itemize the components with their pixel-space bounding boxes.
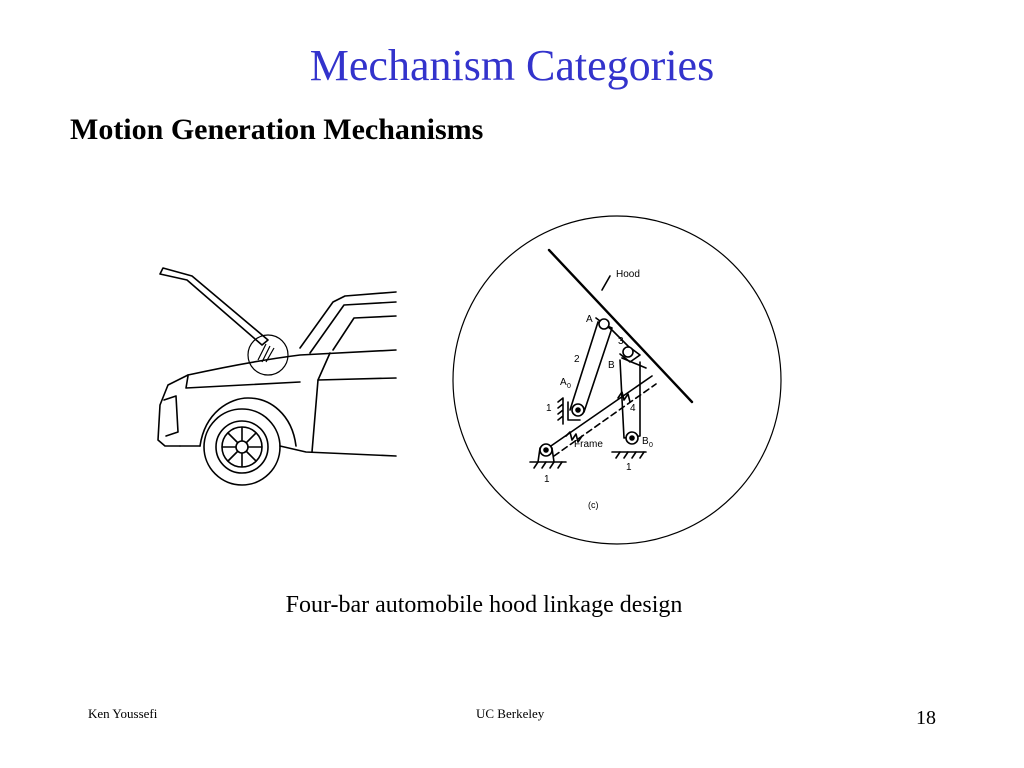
linkage-mechanism	[530, 250, 692, 468]
label-1-bottom-left: 1	[544, 474, 550, 485]
label-b0-sub: 0	[649, 442, 653, 449]
footer-author: Ken Youssefi	[88, 706, 158, 721]
label-b0: B	[642, 436, 649, 447]
label-3: 3	[618, 336, 624, 347]
wheel	[204, 409, 280, 485]
label-1-left: 1	[546, 403, 552, 414]
detail-view-circle	[453, 216, 781, 544]
label-a: A	[586, 314, 593, 325]
slide-subtitle: Motion Generation Mechanisms	[70, 113, 484, 146]
figure-caption: Four-bar automobile hood linkage design	[285, 592, 683, 618]
label-4: 4	[630, 403, 636, 414]
label-hood: Hood	[616, 269, 640, 280]
slide-title: Mechanism Categories	[309, 41, 715, 90]
page-number: 18	[916, 707, 936, 729]
label-panel-c: (c)	[588, 500, 599, 510]
label-a0-sub: 0	[567, 383, 571, 390]
label-1-bottom-right: 1	[626, 462, 632, 473]
label-2: 2	[574, 354, 580, 365]
footer-institution: UC Berkeley	[476, 706, 545, 721]
label-b: B	[608, 360, 615, 371]
label-frame: Frame	[574, 439, 603, 450]
label-a0: A	[560, 377, 567, 388]
car-drawing	[158, 268, 396, 456]
